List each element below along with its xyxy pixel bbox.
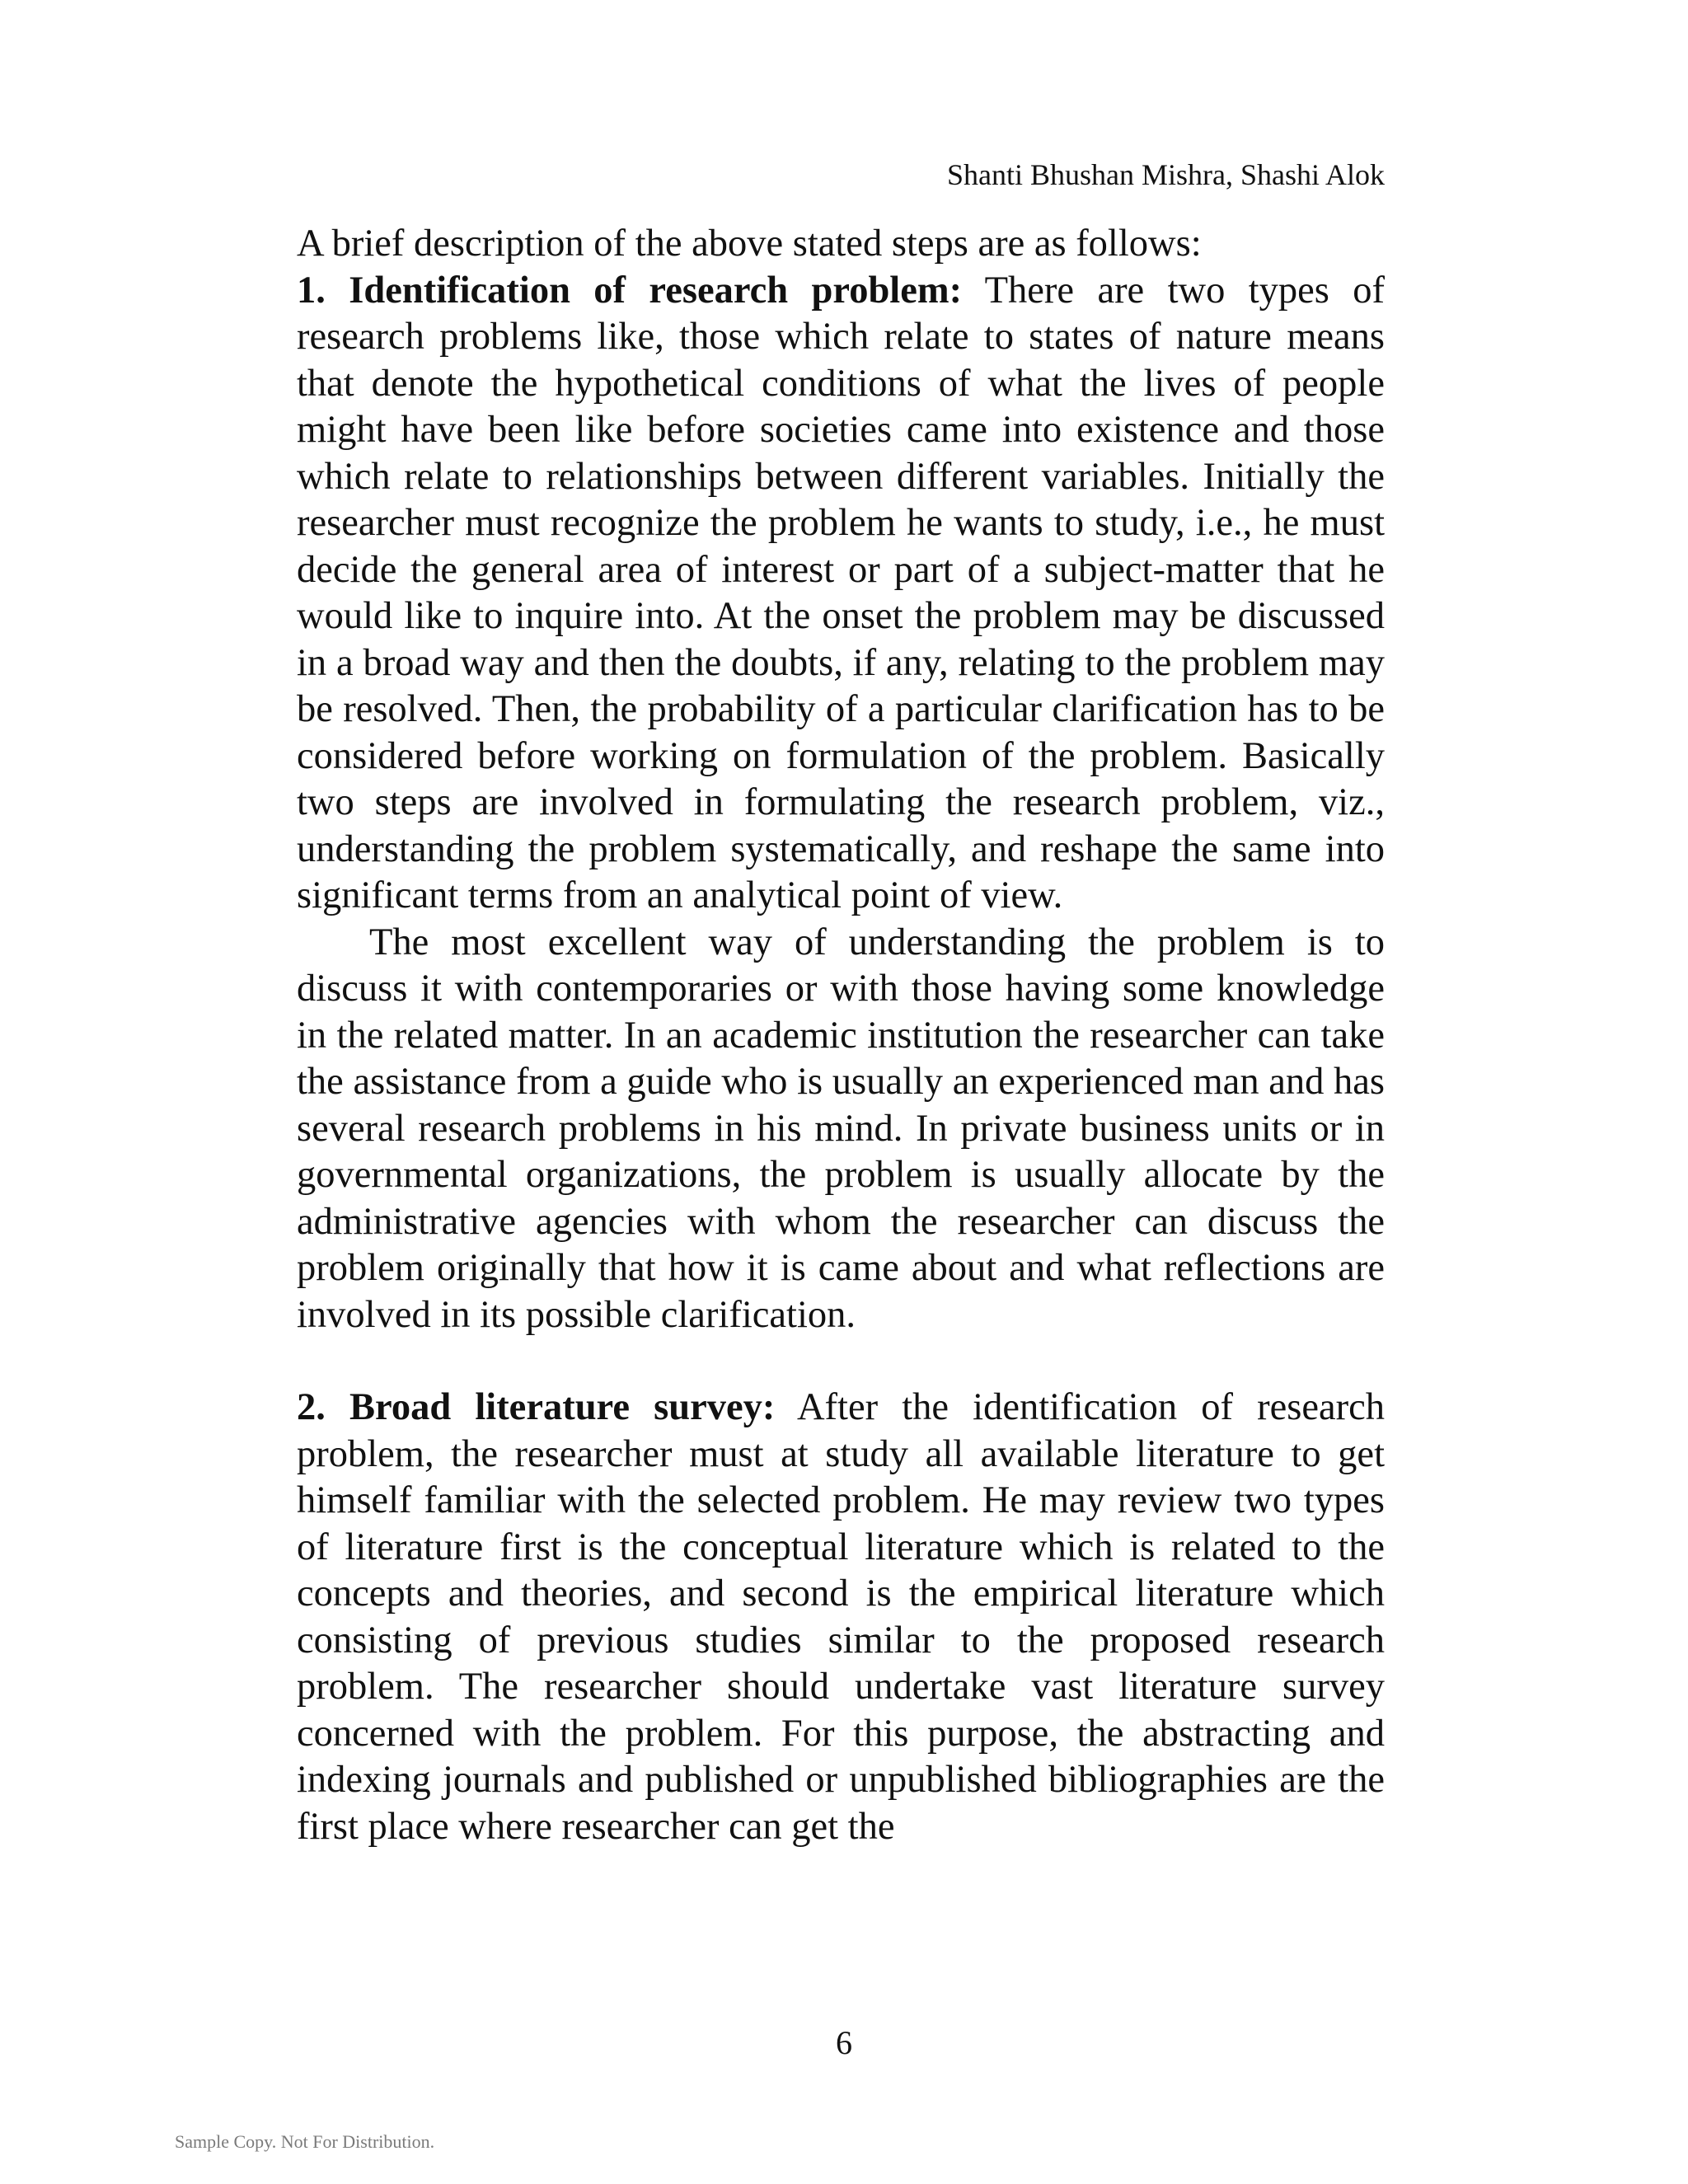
- section-1-paragraph-2: The most excellent way of understanding the problem is to discuss it with contemporaries or with those having some knowledge in the related matter. In an academic institution the researcher can take the assistance from a guide who is usually an experienced man and has several research problems in his mind. In private business units or in governmental organizations, the problem is usually allocate by the administrative agencies with whom the researcher can discuss the problem originally that how it is came about and what reflections are involved in its possible clarification.: [297, 921, 1385, 1336]
- section-1-text: There are two types of research problems like, those which relate to states of nature means that denote the hypothetical conditions of what the lives of people might have been like before societies came into existence and those which relate to relationships between different variables. Initially the researcher must recognize the problem he wants to study, i.e., he must decide the general area of interest or part of a subject-matter that he would like to inquire into. At the onset the problem may be discussed in a broad way and then the doubts, if any, relating to the problem may be resolved. Then, the probability of a particular clarification has to be considered before working on formulation of the problem. Basically two steps are involved in formulating the research problem, viz., understanding the problem systematically, and reshape the same into significant terms from an analytical point of view.: [297, 269, 1385, 916]
- section-2-heading: 2. Broad literature survey:: [297, 1386, 776, 1428]
- section-1-heading: 1. Identification of research problem:: [297, 269, 963, 312]
- running-header-authors: Shanti Bhushan Mishra, Shashi Alok: [946, 158, 1385, 191]
- intro-paragraph: A brief description of the above stated steps are as follows:: [297, 223, 1202, 265]
- section-2-text: After the identification of research problem, the researcher must at study all available literature to get himself familiar with the selected problem. He may review two types of literature first is the conceptual literature which is related to the concepts and theories, and second is the empirical literature which consisting of previous studies similar to the proposed research problem. The researcher should undertake vast literature survey concerned with the problem. For this purpose, the abstracting and indexing journals and published or unpublished bibliographies are the first place where researcher can get the: [297, 1386, 1386, 1848]
- section-2-paragraph: [297, 1385, 1385, 1850]
- body-text: [297, 221, 1385, 1850]
- section-1-paragraph: [297, 268, 1385, 920]
- page-number: 6: [836, 2024, 852, 2061]
- distribution-watermark: Sample Copy. Not For Distribution.: [175, 2131, 435, 2152]
